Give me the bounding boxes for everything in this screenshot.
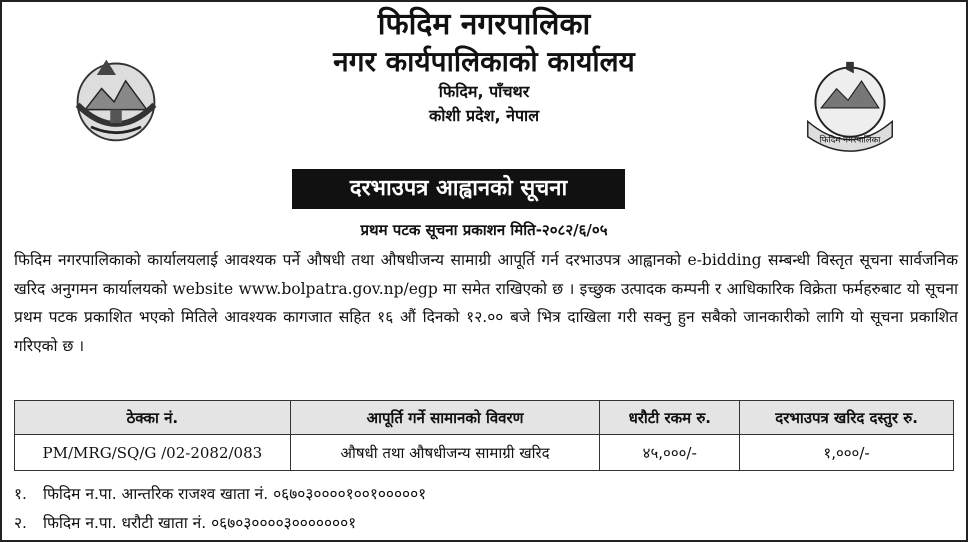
list-item xyxy=(14,480,426,509)
list-item xyxy=(14,509,426,538)
bid-fee: १,०००/- xyxy=(740,435,954,471)
header-supply-description: आपूर्ति गर्ने सामानको विवरण xyxy=(290,401,600,435)
notice-body xyxy=(14,246,958,360)
letterhead xyxy=(2,6,966,128)
header-bid-fee: दरभाउपत्र खरिद दस्तुर रु. xyxy=(740,401,954,435)
notice-title: दरभाउपत्र आह्वानको सूचना xyxy=(292,169,625,209)
office-city: फिदिम, पाँचथर xyxy=(438,82,530,101)
ebidding-term: e-bidding xyxy=(687,251,762,269)
table-row xyxy=(15,435,954,471)
header-contract-no: ठेक्का नं. xyxy=(15,401,291,435)
body-part-1: फिदिम नगरपालिकाको कार्यालयलाई आवश्यक पर्ने औषधी तथा औषधीजन्य सामाग्री आपूर्ति गर्न दरभाउपत्र आह्वानको xyxy=(14,251,688,269)
website-link[interactable]: website www.bolpatra.gov.np/egp xyxy=(172,279,438,298)
body-part-3: मा समेत राखिएको छ । इच्छुक उत्पादक कम्पनी र आधिकारिक विक्रेता फर्महरुबाट यो सूचना प्रथम पटक प्रकाशित भएको मितिले आवश्यक कागजात सहित १६ औं दिनको १२.०० बजे भित्र दाखिला गरी सक्नु हुन सबैको जानकारीको लागि यो सूचना प्रकाशित गरिएको छ । xyxy=(14,279,958,355)
office-name: नगर कार्यपालिकाको कार्यालय xyxy=(333,45,635,78)
list-item-number: १. xyxy=(14,485,27,503)
tender-table xyxy=(14,400,954,471)
municipality-logo-text: फिदिम नगरपालिका xyxy=(819,135,881,146)
account-list xyxy=(14,480,426,538)
list-item-text: फिदिम न.पा. धरौटी खाता नं. ०६७०३००००३०००००००१ xyxy=(42,514,357,532)
contract-no: PM/MRG/SQ/G /02-2082/083 xyxy=(15,435,291,471)
body-part-2: सम्बन्धी विस्तृत सूचना सार्वजनिक खरिद अनुगमन कार्यालयको xyxy=(14,251,958,298)
header-deposit-amount: धरौटी रकम रु. xyxy=(600,401,740,435)
supply-description: औषधी तथा औषधीजन्य सामाग्री खरिद xyxy=(290,435,600,471)
deposit-amount: ४५,०००/- xyxy=(600,435,740,471)
publication-date: प्रथम पटक सूचना प्रकाशन मिति-२०८२/६/०५ xyxy=(360,221,608,239)
office-province: कोशी प्रदेश, नेपाल xyxy=(428,106,540,125)
table-header-row xyxy=(15,401,954,435)
list-item-number: २. xyxy=(14,514,27,532)
list-item-text: फिदिम न.पा. आन्तरिक राजश्व खाता नं. ०६७०३००००१००१०००००१ xyxy=(42,485,427,503)
municipality-name: फिदिम नगरपालिका xyxy=(377,7,591,42)
